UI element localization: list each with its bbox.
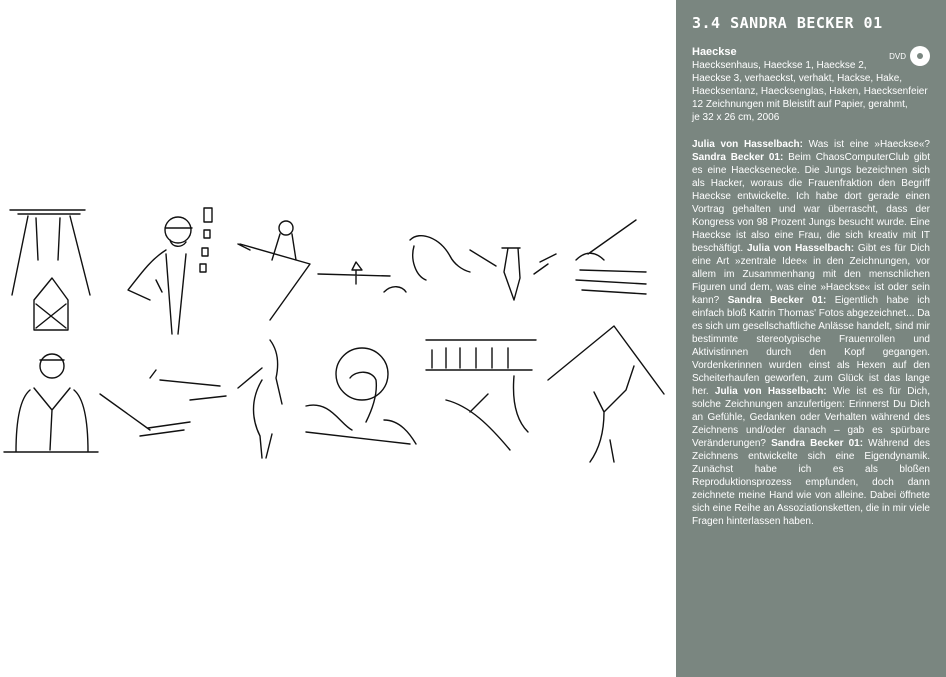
speaker-name: Sandra Becker 01: — [692, 152, 784, 163]
drawing-verhaeckst — [470, 248, 556, 300]
meta-line: Haecksenhaus, Haeckse 1, Haeckse 2, — [692, 60, 867, 71]
work-header — [692, 46, 930, 59]
interview-answer: Was ist eine »Haeckse«? — [802, 139, 930, 150]
drawing-haeckse-2 — [238, 221, 310, 320]
drawing-haecksenfeier — [548, 326, 664, 462]
drawing-haeckse-1 — [128, 208, 212, 334]
drawing-haken — [426, 340, 536, 450]
interview-answer: Während des Zeichnens entwickelte sich eine Eigendynamik. Zunächst habe ich es als bloßen Reproduktionsprozess empfunden, doch dann zeichnete meine Hand wie von alleine. Dabei öffnete sich eine Reihe an Assoziationsketten, die in mir viele Fragen hinterlassen haben. — [692, 438, 930, 527]
drawing-verhakt — [576, 220, 646, 294]
dvd-label: DVD — [889, 51, 906, 61]
interview-answer: Wie ist es für Dich, solche Zeichnungen anzufertigen: Erinnerst Du Dich an Gefühle, Gedanken oder Verhalten während des Zeichnens und/oder danach – gab es spürbare Veränderungen? — [692, 386, 930, 449]
meta-line: 12 Zeichnungen mit Bleistift auf Papier, gerahmt, — [692, 99, 908, 110]
drawings-canvas — [0, 200, 676, 480]
drawing-haecksenhaus — [10, 210, 90, 330]
drawing-hackse — [4, 354, 98, 452]
drawing-haecksenglas — [306, 348, 416, 444]
speaker-name: Julia von Hasselbach: — [714, 386, 827, 397]
drawing-haeckse-3 — [318, 236, 470, 292]
drawing-haecksentanz — [238, 340, 282, 458]
speaker-name: Sandra Becker 01: — [771, 438, 864, 449]
caption-sidebar — [676, 0, 946, 677]
work-meta — [692, 59, 930, 124]
section-heading: 3.4 SANDRA BECKER 01 — [692, 14, 883, 32]
meta-line: Haecksentanz, Haecksenglas, Haken, Haecksenfeier — [692, 86, 928, 97]
meta-line: Haeckse 3, verhaeckst, verhakt, Hackse, Hake, — [692, 73, 903, 84]
interview-text — [692, 138, 930, 528]
interview-answer: Beim ChaosComputerClub gibt es eine Haecksenecke. Die Jungs bezeichnen sich als Hacker, woraus die Frauenfraktion den Begriff Haeckse entwickelte. Ich habe dort gerade einen Vortrag gehalten und war überrascht, dass der Kongress von 98 Prozent Jungs besucht wurde. Eine Haeckse ist also eine Frau, die sich kreativ mit IT beschäftigt. — [692, 152, 930, 254]
speaker-name: Julia von Hasselbach: — [746, 243, 855, 254]
speaker-name: Julia von Hasselbach: — [692, 139, 803, 150]
drawing-series — [0, 200, 676, 480]
work-title: Haeckse — [692, 46, 737, 58]
meta-line: je 32 x 26 cm, 2006 — [692, 112, 780, 123]
drawing-hake — [100, 370, 226, 436]
speaker-name: Sandra Becker 01: — [727, 295, 827, 306]
dvd-badge — [889, 46, 930, 66]
interview-answer: Gibt es für Dich eine Art »zentrale Idee« in den Zeichnungen, vor allem im Zusammenhang mit den menschlichen Figuren und dem, was eine »Haeckse« ist oder sein kann? — [692, 243, 930, 306]
dvd-disc-icon — [910, 46, 930, 66]
interview-answer: Eigentlich habe ich einfach bloß Katrin Thomas' Fotos abgezeichnet... Da es sich um gesellschaftliche Anlässe handelt, sind mir bestimmte stereotypische Frauenrollen und Aktivistinnen durch den Kopf gegangen. Vordenkerinnen wurden einst als Hexen auf den Scheiterhaufen geworfen, zum Glück ist das lange her. — [692, 295, 930, 397]
